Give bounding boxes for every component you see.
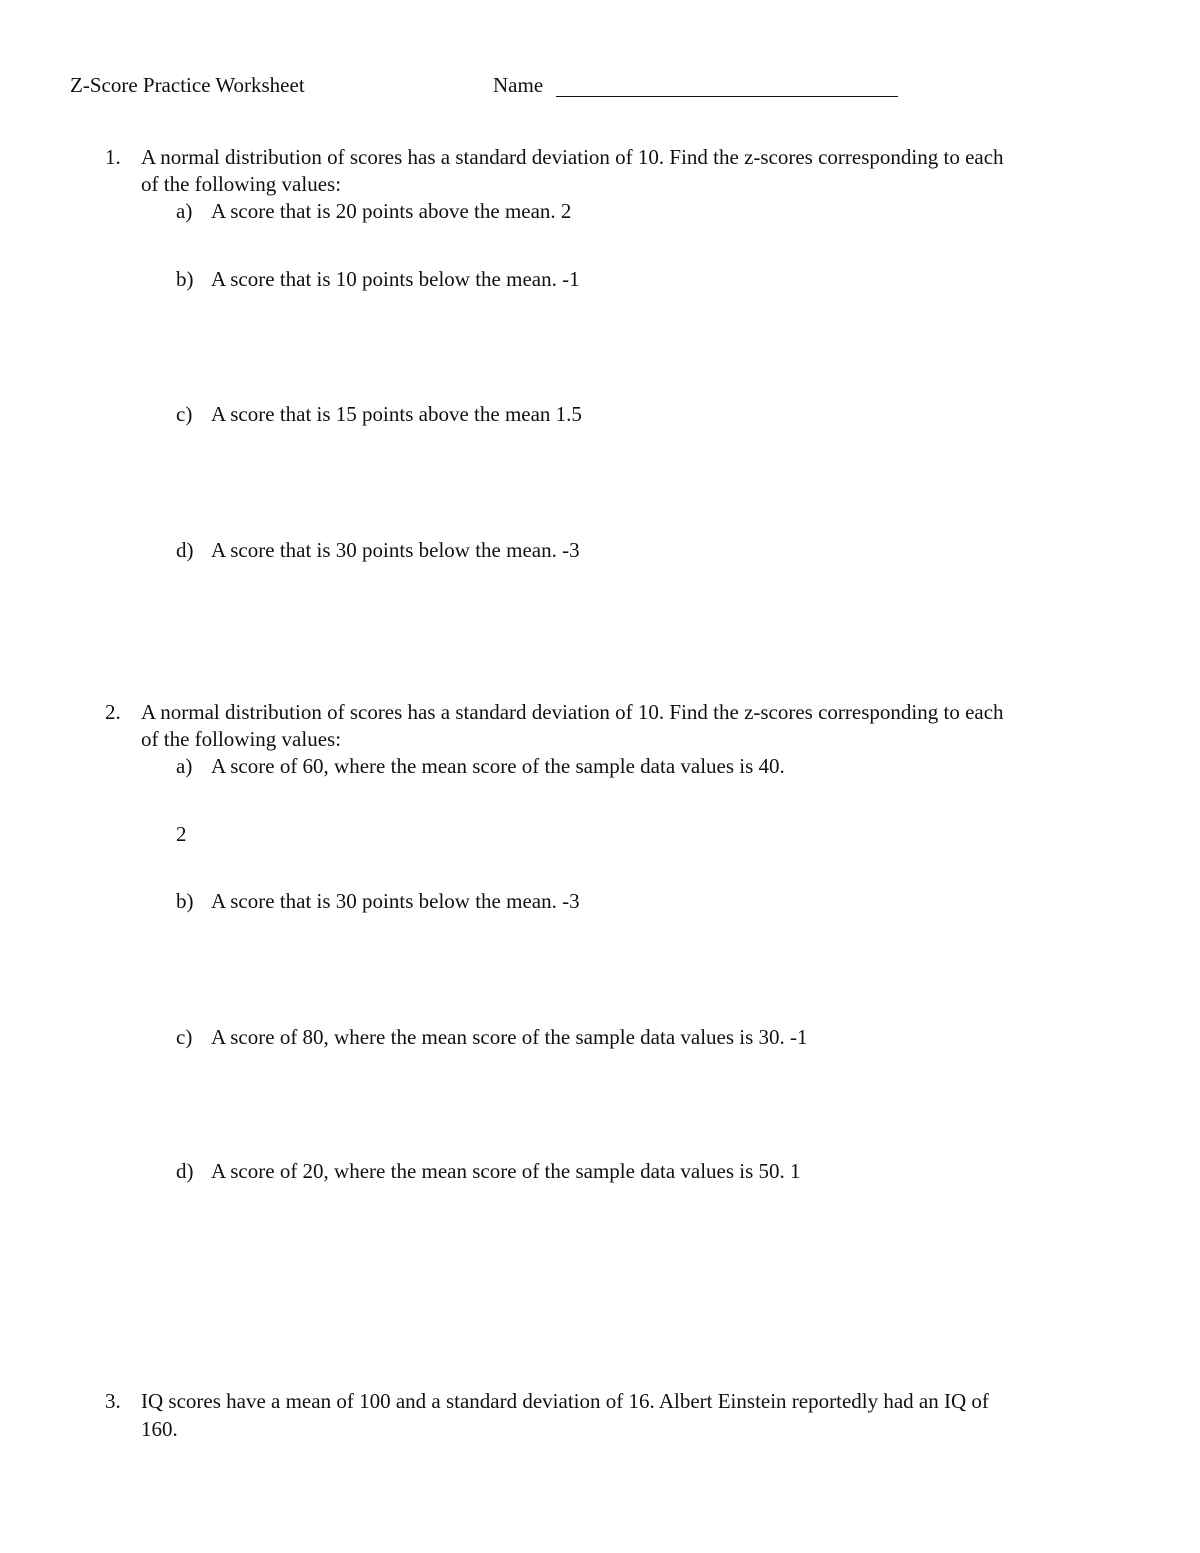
part-letter: d) (176, 538, 194, 562)
part-letter: a) (176, 754, 193, 778)
part-letter: b) (176, 889, 194, 913)
part-letter: d) (176, 1159, 194, 1183)
question-prompt: IQ scores have a mean of 100 and a standard deviation of 16. Albert Einstein reportedly had an IQ of (141, 1389, 989, 1413)
question-prompt-continued: of the following values: (141, 727, 342, 751)
question-number: 1. (105, 145, 121, 169)
question-prompt-continued: of the following values: (141, 172, 342, 196)
part-text: A score that is 30 points below the mean. -3 (211, 538, 580, 562)
part-text: A score that is 10 points below the mean. -1 (211, 267, 580, 291)
worksheet-title: Z-Score Practice Worksheet (70, 73, 305, 97)
part-letter: a) (176, 199, 193, 223)
part-text: A score of 80, where the mean score of the sample data values is 30. -1 (211, 1025, 808, 1049)
part-letter: b) (176, 267, 194, 291)
question-prompt: A normal distribution of scores has a standard deviation of 10. Find the z-scores corresponding to each (141, 700, 1004, 724)
question-number: 2. (105, 700, 121, 724)
part-text: A score that is 20 points above the mean. 2 (211, 199, 572, 223)
part-answer: 2 (176, 822, 187, 846)
name-label: Name (493, 73, 544, 97)
part-letter: c) (176, 402, 193, 426)
question-prompt: A normal distribution of scores has a standard deviation of 10. Find the z-scores corresponding to each (141, 145, 1004, 169)
name-blank-line (556, 96, 898, 97)
question-number: 3. (105, 1389, 121, 1413)
part-text: A score that is 15 points above the mean 1.5 (211, 402, 582, 426)
part-text: A score of 60, where the mean score of the sample data values is 40. (211, 754, 785, 778)
part-letter: c) (176, 1025, 193, 1049)
part-text: A score that is 30 points below the mean. -3 (211, 889, 580, 913)
part-text: A score of 20, where the mean score of the sample data values is 50. 1 (211, 1159, 801, 1183)
question-prompt-continued: 160. (141, 1417, 178, 1441)
